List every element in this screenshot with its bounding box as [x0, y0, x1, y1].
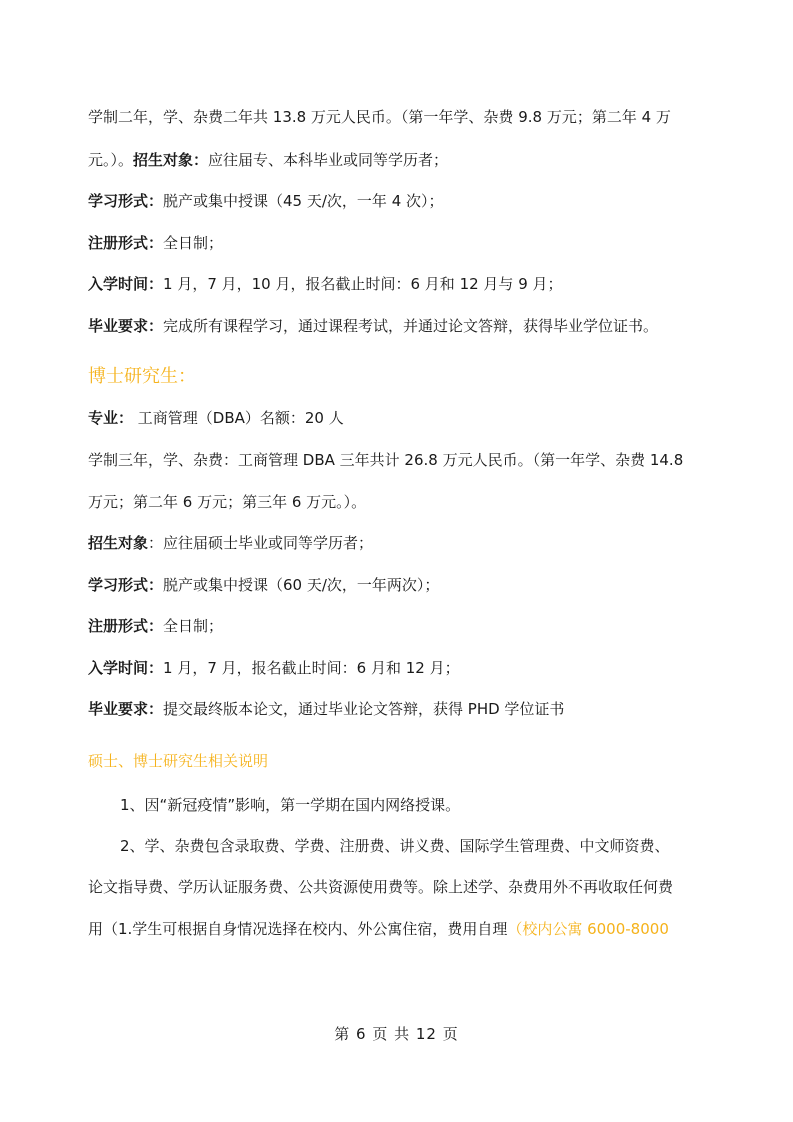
phd-target-line [88, 533, 718, 553]
master-grad-value: 完成所有课程学习，通过课程考试，并通过论文答辩，获得毕业学位证书。 [163, 317, 659, 335]
phd-mode-label: 学习形式： [88, 576, 164, 594]
master-intake-value: 1 月，7 月，10 月，报名截止时间：6 月和 12 月与 9 月； [163, 275, 563, 293]
phd-grad-line [88, 699, 718, 719]
phd-fees-line1: 学制三年，学、杂费：工商管理 DBA 三年共计 26.8 万元人民币。（第一年学、杂费 14.8 [88, 451, 684, 469]
master-reg-value: 全日制； [163, 234, 224, 252]
phd-grad-value: 提交最终版本论文，通过毕业论文答辩，获得 PHD 学位证书 [163, 700, 565, 718]
notes-heading: 硕士、博士研究生相关说明 [88, 752, 269, 770]
phd-major-value: 工商管理（DBA）名额：20 人 [133, 409, 344, 427]
phd-major-line [88, 408, 718, 428]
master-mode-label: 学习形式： [88, 192, 164, 210]
phd-intake-line [88, 658, 718, 678]
phd-target-value: ：应往届硕士毕业或同等学历者； [148, 534, 374, 552]
master-fees-target-line [88, 150, 718, 170]
phd-reg-value: 全日制； [163, 617, 224, 635]
notes-item2-line3-text: 用（1.学生可根据自身情况选择在校内、外公寓住宿，费用自理 [88, 920, 508, 938]
phd-mode-value: 脱产或集中授课（60 天/次，一年两次）； [163, 576, 440, 594]
phd-reg-label: 注册形式： [88, 617, 164, 635]
phd-fees-line2: 万元；第二年 6 万元；第三年 6 万元。）。 [88, 493, 367, 511]
master-grad-line [88, 316, 718, 336]
notes-item2-line1: 2、学、杂费包含录取费、学费、注册费、讲义费、国际学生管理费、中文师资费、 [120, 837, 670, 855]
phd-major-label: 专业： [88, 409, 134, 427]
phd-grad-label: 毕业要求： [88, 700, 164, 718]
master-reg-line [88, 233, 718, 253]
phd-intake-label: 入学时间： [88, 659, 164, 677]
master-fees-line2: 元。）。 [88, 151, 134, 169]
phd-mode-line [88, 575, 718, 595]
phd-heading: 博士研究生： [88, 366, 196, 387]
notes-item1: 1、因“新冠疫情”影响，第一学期在国内网络授课。 [120, 796, 461, 814]
master-grad-label: 毕业要求： [88, 317, 164, 335]
phd-target-label: 招生对象 [88, 534, 149, 552]
master-reg-label: 注册形式： [88, 234, 164, 252]
master-mode-line [88, 191, 718, 211]
master-intake-label: 入学时间： [88, 275, 164, 293]
notes-item2-line3 [88, 919, 718, 939]
phd-reg-line [88, 616, 718, 636]
master-target-value: 应往届专、本科毕业或同等学历者； [208, 151, 449, 169]
notes-dorm-fee: （校内公寓 6000-8000 [507, 920, 669, 938]
master-target-label: 招生对象： [133, 151, 209, 169]
page-indicator: 第 6 页 共 12 页 [334, 1025, 459, 1043]
master-fees-line1: 学制二年，学、杂费二年共 13.8 万元人民币。（第一年学、杂费 9.8 万元；第二年 4 万 [88, 108, 671, 126]
notes-item2-line2: 论文指导费、学历认证服务费、公共资源使用费等。除上述学、杂费用外不再收取任何费 [88, 878, 674, 896]
master-mode-value: 脱产或集中授课（45 天/次，一年 4 次）； [163, 192, 444, 210]
phd-intake-value: 1 月，7 月，报名截止时间：6 月和 12 月； [163, 659, 460, 677]
master-intake-line [88, 274, 718, 294]
